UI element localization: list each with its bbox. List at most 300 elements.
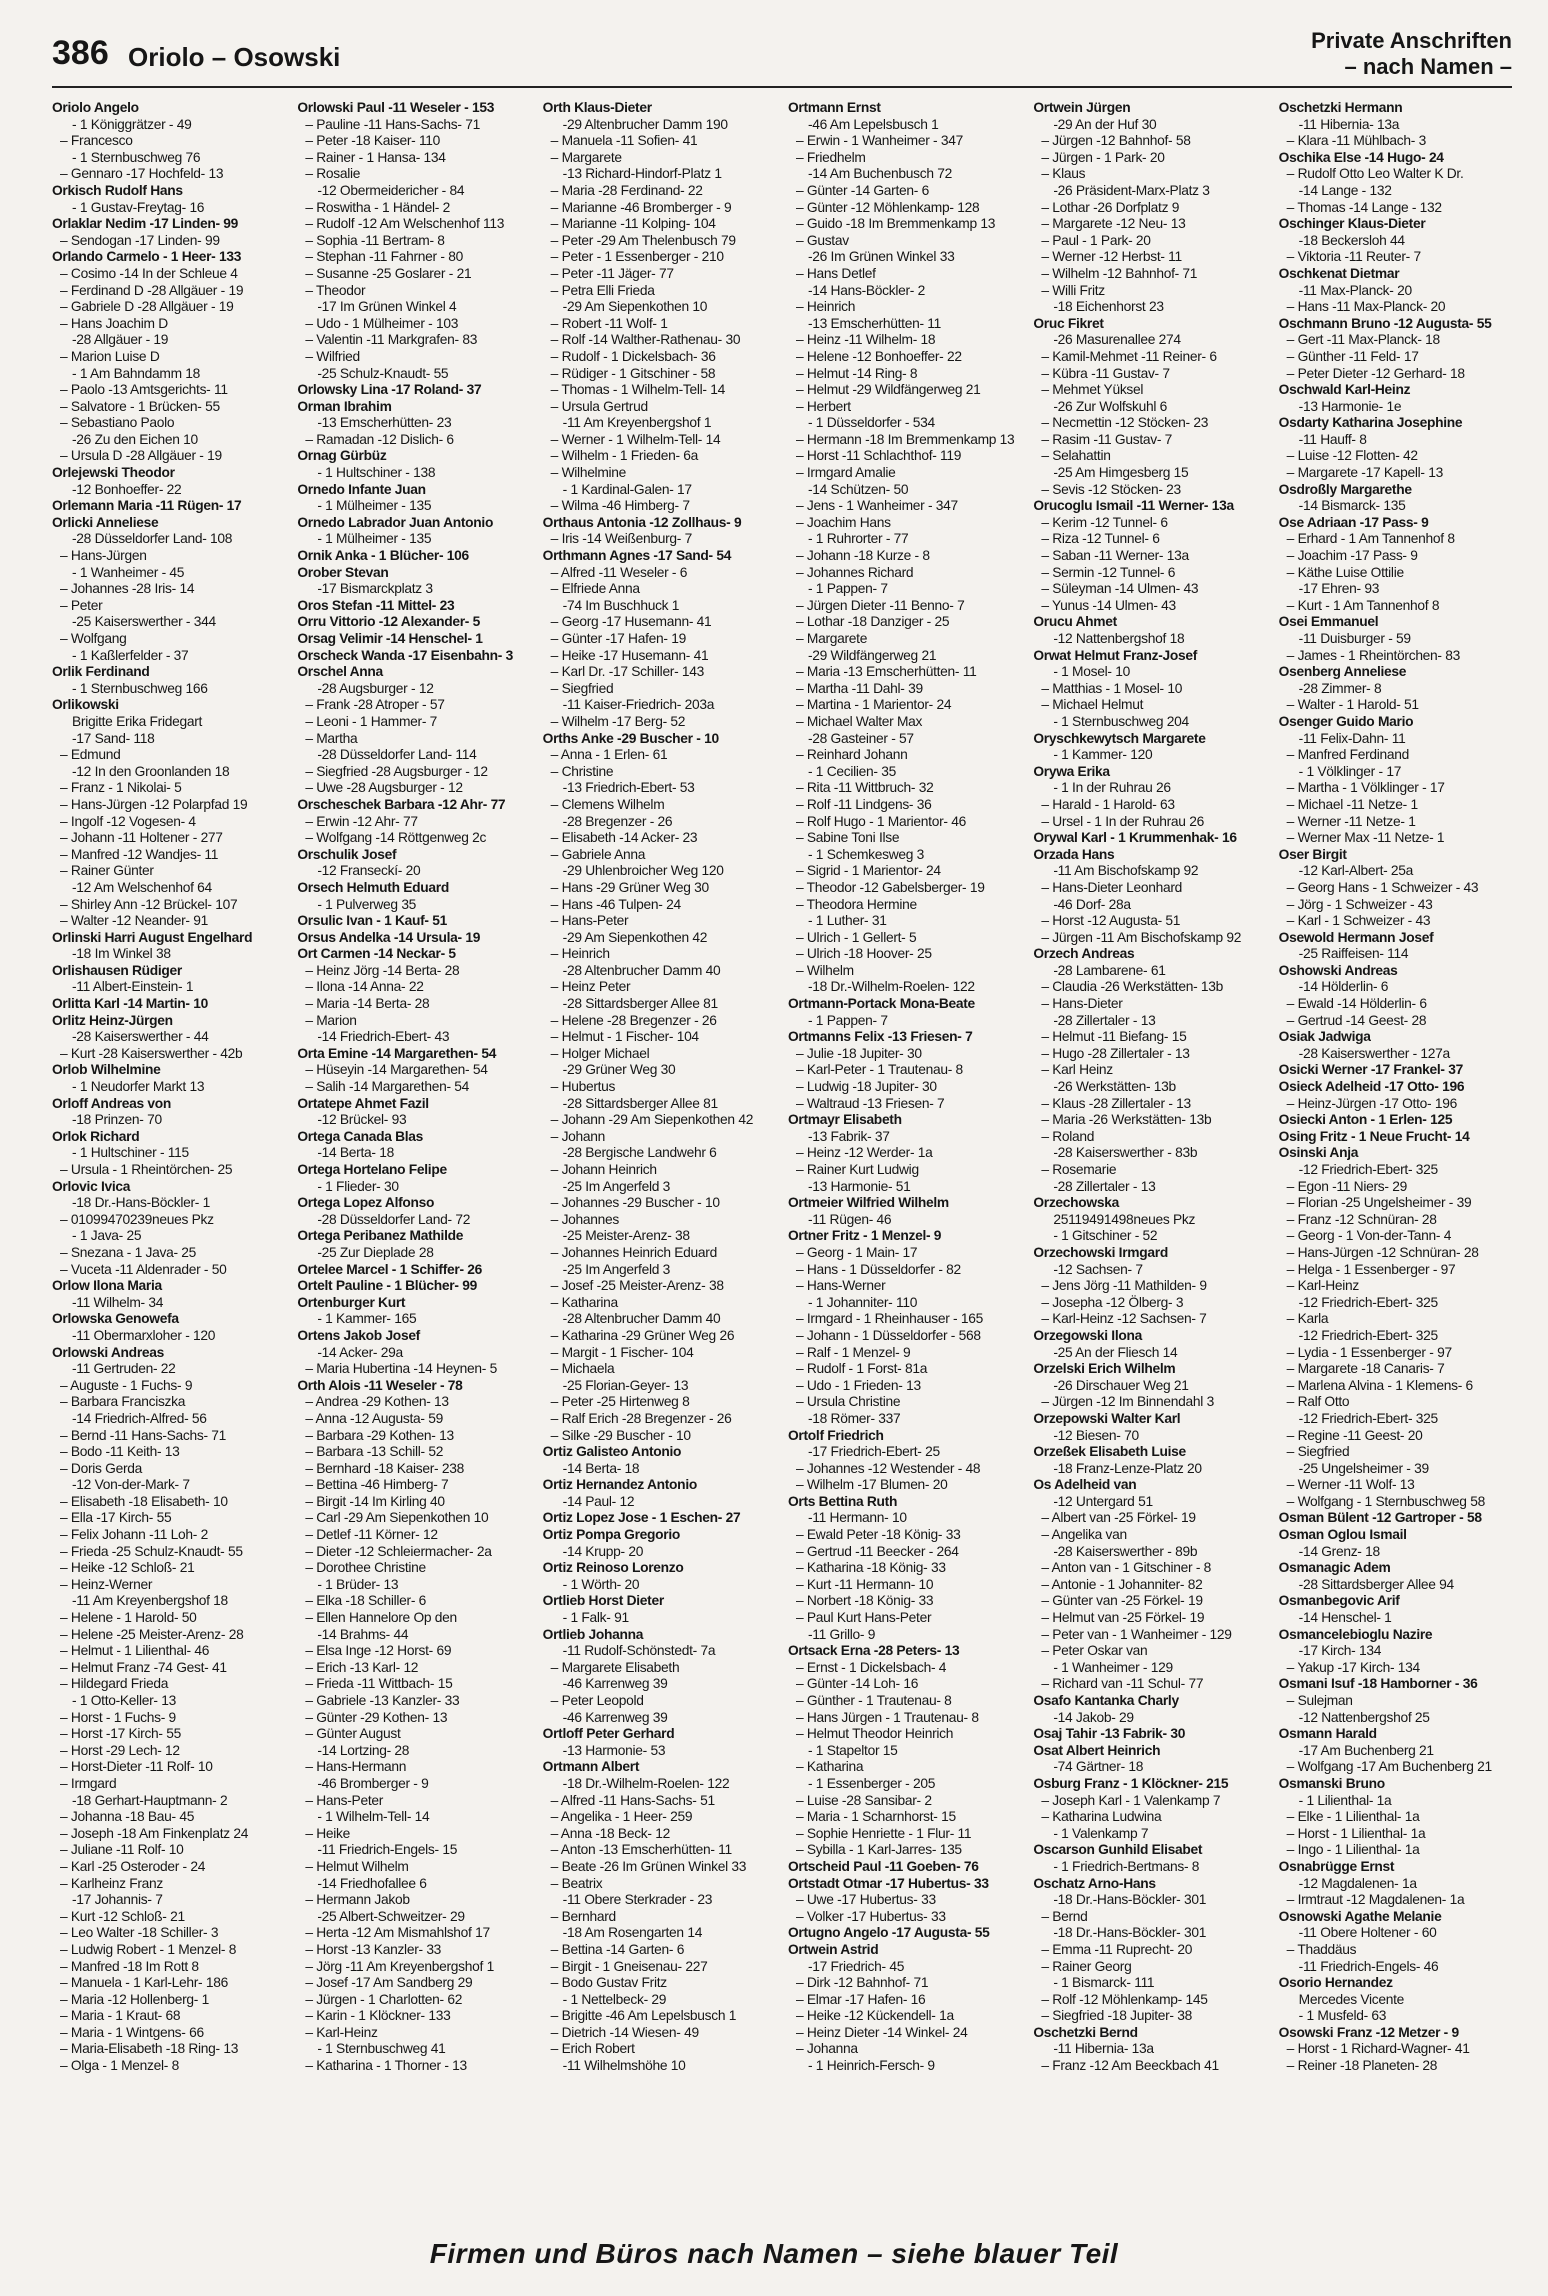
directory-entry-line: -26 Masurenallee 274 [1053, 332, 1181, 348]
directory-entry-line: -28 Altenbrucher Damm 40 [562, 962, 721, 978]
directory-entry-line: – Jürgen - 1 Park- 20 [1041, 149, 1165, 165]
directory-entry-line: – Karl-Peter - 1 Trautenau- 8 [795, 1062, 963, 1078]
directory-entry-line: - 1 Brüder- 13 [317, 1576, 399, 1592]
directory-entry-line: – Kübra -11 Gustav- 7 [1041, 365, 1170, 381]
directory-entry-surname: Oriolo Angelo [52, 100, 139, 115]
directory-entry-line: -12 Bonhoeffer- 22 [72, 481, 182, 497]
directory-entry-surname: Ortega Peribanez Mathilde [297, 1228, 464, 1244]
directory-entry-line: -14 Am Buchenbusch 72 [807, 166, 953, 182]
directory-entry-surname: Ortugno Angelo -17 Augusta- 55 [787, 1925, 990, 1941]
directory-entry-line: -11 Gertruden- 22 [72, 1361, 176, 1377]
directory-entry-line: - 1 Pappen- 7 [807, 581, 888, 597]
directory-entry-line: -14 Friedrich-Ebert- 43 [317, 1029, 450, 1045]
directory-entry-line: – Werner -11 Netze- 1 [1286, 813, 1416, 829]
directory-entry-line: – Heinz-Jürgen -17 Otto- 196 [1286, 1095, 1457, 1111]
directory-entry-line: – Günter -14 Garten- 6 [795, 182, 929, 198]
directory-entry-surname: Oschetzki Hermann [1278, 100, 1403, 115]
directory-entry-surname: Orlovic Ivica [52, 1178, 131, 1194]
directory-entry-line: – Ferdinand D -28 Allgäuer - 19 [60, 282, 244, 298]
directory-entry-line: – Shirley Ann -12 Brückel- 107 [60, 896, 238, 912]
directory-entry-line: – Wolfgang -17 Am Buchenberg 21 [1286, 1759, 1492, 1775]
directory-entry-line: – Horst -13 Kanzler- 33 [305, 1941, 442, 1957]
directory-entry-line: -25 Kaiserswerther - 344 [72, 614, 216, 630]
directory-entry-surname: Ortlieb Horst Dieter [542, 1593, 664, 1609]
directory-entry-line: – Peter Leopold [550, 1693, 644, 1708]
directory-entry-line: -11 Am Bischofskamp 92 [1053, 863, 1199, 879]
directory-entry-line: – Heinz -11 Wilhelm- 18 [795, 332, 936, 348]
directory-entry-line: – Günter -17 Hafen- 19 [550, 631, 686, 646]
directory-entry-line: – Anna -12 Augusta- 59 [305, 1410, 443, 1426]
directory-entry-line: - 1 Hultschiner - 138 [317, 465, 436, 481]
directory-entry-line: – Günther -11 Feld- 17 [1286, 348, 1419, 364]
directory-entry-line: – Pauline -11 Hans-Sachs- 71 [305, 116, 480, 132]
directory-entry-line: -46 Dorf- 28a [1053, 896, 1131, 912]
directory-entry-line: -11 Hibernia- 13a [1053, 2041, 1154, 2057]
directory-entry-line: -13 Harmonie- 1e [1298, 398, 1402, 414]
directory-entry-line: – Margarete -18 Canaris- 7 [1286, 1361, 1445, 1377]
directory-entry-surname: Osman Oglou Ismail [1278, 1527, 1407, 1543]
directory-entry-line: – Karl-Heinz [305, 2024, 378, 2040]
directory-entry-line: – Jürgen -12 Bahnhof- 58 [1041, 133, 1191, 149]
directory-entry-line: – Holger Michael [550, 1045, 650, 1061]
directory-entry-line: - 1 Otto-Keller- 13 [72, 1693, 176, 1708]
directory-entry-surname: Orwat Helmut Franz-Josef [1033, 647, 1198, 663]
directory-entry-line: -14 Hölderlin- 6 [1298, 979, 1389, 995]
directory-entry-line: – Heike -12 Kückendell- 1a [795, 2008, 954, 2024]
directory-entry-line: – Julie -18 Jupiter- 30 [795, 1045, 922, 1061]
directory-entry-line: -26 Präsident-Marx-Platz 3 [1053, 182, 1210, 198]
directory-entry-line: -11 Obermarxloher - 120 [72, 1327, 216, 1343]
directory-entry-line: - 1 Kammer- 120 [1053, 747, 1153, 763]
directory-entry-line: – Georg - 1 Von-der-Tann- 4 [1286, 1228, 1452, 1244]
directory-entry-line: – Hüseyin -14 Margarethen- 54 [305, 1062, 488, 1078]
directory-entry-line: -28 Sittardsberger Allee 81 [562, 1095, 718, 1111]
directory-entry-line: -11 Wilhelmshöhe 10 [562, 2058, 686, 2074]
directory-entry-line: -17 Kirch- 134 [1298, 1643, 1382, 1659]
directory-entry-line: – Kamil-Mehmet -11 Reiner- 6 [1041, 348, 1217, 364]
directory-entry-line: – Sermin -12 Tunnel- 6 [1041, 564, 1176, 580]
directory-entry-surname: Orywa Erika [1033, 763, 1110, 779]
directory-entry-line: – Paolo -13 Amtsgerichts- 11 [60, 382, 228, 398]
directory-entry-line: – Vuceta -11 Aldenrader - 50 [60, 1261, 227, 1277]
directory-entry-surname: Orlok Richard [52, 1128, 140, 1144]
directory-entry-line: – Juliane -11 Rolf- 10 [60, 1842, 184, 1858]
directory-entry-surname: Ortmann Albert [542, 1759, 640, 1775]
directory-entry-line: – Katharina -29 Grüner Weg 26 [550, 1327, 735, 1343]
directory-entry-surname: Osat Albert Heinrich [1033, 1742, 1161, 1758]
directory-entry-line: – Katharina Ludwina [1041, 1809, 1162, 1825]
directory-entry-line: – Peter - 1 Essenberger - 210 [550, 249, 724, 265]
directory-entry-surname: Ortiz Pompa Gregorio [542, 1527, 681, 1543]
directory-entry-line: -11 Hibernia- 13a [1298, 116, 1400, 132]
directory-entry-line: – Süleyman -14 Ulmen- 43 [1041, 581, 1199, 597]
directory-entry-line: – Hermann -18 Im Bremmenkamp 13 [795, 431, 1015, 447]
directory-entry-line: – Luise -12 Flotten- 42 [1286, 448, 1418, 464]
directory-entry-line: – Kurt -28 Kaiserswerther - 42b [60, 1045, 243, 1061]
directory-entry-line: -25 Raiffeisen- 114 [1298, 946, 1409, 962]
directory-entry-line: – Norbert -18 König- 33 [795, 1593, 934, 1609]
directory-entry-line: – Maria - 1 Wintgens- 66 [60, 2024, 204, 2040]
directory-entry-surname: Orths Anke -29 Buscher - 10 [542, 730, 719, 746]
directory-entry-line: – Helene -25 Meister-Arenz- 28 [60, 1626, 244, 1642]
directory-entry-line: – Sendogan -17 Linden- 99 [60, 232, 220, 248]
directory-entry-line: – Erich -13 Karl- 12 [305, 1659, 419, 1675]
directory-entry-surname: Orlowski Paul -11 Weseler - 153 [297, 100, 495, 115]
directory-entry-line: -12 Am Welschenhof 64 [72, 879, 212, 895]
directory-entry-line: – Ewald -14 Hölderlin- 6 [1286, 996, 1427, 1012]
directory-entry-surname: Ortmann Ernst [787, 100, 881, 115]
directory-entry-line: -46 Bromberger - 9 [317, 1775, 429, 1791]
directory-entry-line: – Rolf -14 Walther-Rathenau- 30 [550, 332, 741, 348]
directory-entry-line: -14 Bismarck- 135 [1298, 498, 1406, 514]
directory-entry-line: – Johann - 1 Düsseldorfer - 568 [795, 1327, 981, 1343]
directory-entry-line: -28 Düsseldorfer Land- 108 [72, 531, 233, 547]
directory-entry-line: – Bettina -14 Garten- 6 [550, 1941, 685, 1957]
directory-entry-line: – Joachim Hans [795, 514, 891, 530]
directory-entry-line: – Katharina [795, 1759, 864, 1775]
directory-entry-surname: Oser Birgit [1278, 846, 1347, 862]
directory-entry-line: -12 Karl-Albert- 25a [1298, 863, 1414, 879]
directory-entry-line: – Peter Dieter -12 Gerhard- 18 [1286, 365, 1465, 381]
directory-entry-line: – Franz -12 Am Beeckbach 41 [1041, 2058, 1219, 2074]
directory-entry-line: - 1 Pulverweg 35 [317, 896, 417, 912]
directory-entry-line: – Ludwig Robert - 1 Menzel- 8 [60, 1941, 237, 1957]
directory-entry-line: – Emma -11 Ruprecht- 20 [1041, 1941, 1193, 1957]
directory-entry-line: – Hildegard Frieda [60, 1676, 169, 1692]
directory-entry-line: – Guido -18 Im Bremmenkamp 13 [795, 216, 996, 232]
directory-entry-line: – Ursula - 1 Rheintörchen- 25 [60, 1162, 233, 1177]
directory-entry-surname: Osnowski Agathe Melanie [1278, 1908, 1442, 1924]
directory-entry-line: – Lydia - 1 Essenberger - 97 [1286, 1344, 1452, 1360]
directory-entry-line: – Wilhelmine [550, 465, 627, 481]
directory-entry-line: -28 Augsburger - 12 [317, 680, 434, 696]
directory-entry-line: – Matthias - 1 Mosel- 10 [1041, 680, 1183, 696]
directory-entry-surname: Orscheck Wanda -17 Eisenbahn- 3 [297, 647, 513, 663]
directory-entry-line: – Johanna -18 Bau- 45 [60, 1809, 195, 1825]
directory-entry-line: – Thomas -14 Lange - 132 [1286, 199, 1442, 215]
directory-entry-line: – Sebastiano Paolo [60, 415, 175, 431]
directory-entry-line: – Karin - 1 Klöckner- 133 [305, 2008, 451, 2024]
directory-entry-line: – Helmut Franz -74 Gest- 41 [60, 1659, 227, 1675]
directory-entry-line: -14 Berta- 18 [562, 1460, 640, 1476]
directory-entry-surname: Osei Emmanuel [1278, 614, 1379, 630]
directory-entry-line: -11 Friedrich-Engels- 46 [1298, 1958, 1439, 1974]
directory-entry-line: – Wolfgang [60, 631, 127, 646]
directory-entry-line: – Irmgard - 1 Rheinhauser - 165 [795, 1311, 984, 1327]
directory-entry-line: – Ursula Gertrud [550, 398, 648, 414]
directory-entry-line: – Karl - 1 Schweizer - 43 [1286, 913, 1431, 929]
directory-entry-line: – Johannes -29 Buscher - 10 [550, 1195, 720, 1211]
directory-entry-line: – Antonie - 1 Johanniter- 82 [1041, 1576, 1203, 1592]
directory-entry-line: – Hans -46 Tulpen- 24 [550, 896, 681, 912]
directory-entry-line: – Manuela - 1 Karl-Lehr- 186 [60, 1975, 228, 1991]
directory-entry-line: -12 Biesen- 70 [1053, 1427, 1139, 1443]
directory-entry-line: -14 Henschel- 1 [1298, 1610, 1392, 1626]
directory-entry-line: – Dietrich -14 Wiesen- 49 [550, 2024, 699, 2040]
directory-entry-line: – Rasim -11 Gustav- 7 [1041, 431, 1173, 447]
directory-entry-line: -12 Obermeidericher - 84 [317, 182, 465, 198]
directory-entry-surname: Orts Bettina Ruth [787, 1493, 898, 1509]
directory-entry-line: -11 Am Kreyenbergshof 1 [562, 415, 712, 431]
directory-entry-line: -25 Florian-Geyer- 13 [562, 1377, 689, 1393]
directory-entry-line: – Jens Jörg -11 Mathilden- 9 [1041, 1278, 1207, 1294]
directory-entry-surname: Oryschkewytsch Margarete [1033, 730, 1206, 746]
directory-entry-line: -29 Am Siepenkothen 10 [562, 299, 708, 315]
directory-entry-line: – Jörg - 1 Schweizer - 43 [1286, 896, 1433, 912]
directory-entry-line: – Helmut Theodor Heinrich [795, 1726, 954, 1742]
directory-entry-line: – Manfred -12 Wandjes- 11 [60, 846, 219, 862]
directory-entry-line: - 1 Gustav-Freytag- 16 [72, 199, 205, 215]
directory-entry-line: – Michaela [550, 1361, 615, 1377]
directory-entry-line: – Angelika van [1041, 1527, 1127, 1543]
directory-entry-line: – Lothar -18 Danziger - 25 [795, 614, 950, 630]
directory-entry-line: – Silke -29 Buscher - 10 [550, 1427, 691, 1443]
directory-entry-line: – Joseph -18 Am Finkenplatz 24 [60, 1825, 249, 1841]
directory-entry-surname: Osenberg Anneliese [1278, 664, 1407, 680]
directory-entry-line: – Bernd [1041, 1908, 1088, 1924]
directory-entry-surname: Oschmann Bruno -12 Augusta- 55 [1278, 315, 1492, 331]
directory-entry-line: – Egon -11 Niers- 29 [1286, 1178, 1407, 1194]
directory-entry-line: – Alfred -11 Hans-Sachs- 51 [550, 1792, 715, 1808]
directory-entry-surname: Ort Carmen -14 Neckar- 5 [297, 946, 456, 962]
directory-entry-line: – Helene -28 Bregenzer - 26 [550, 1012, 717, 1028]
directory-entry-surname: Orlowsky Lina -17 Roland- 37 [297, 382, 482, 398]
directory-entry-line: -11 Rügen- 46 [807, 1211, 892, 1227]
directory-entry-line: – Jürgen -12 Im Binnendahl 3 [1041, 1394, 1214, 1410]
directory-entry-line: – Siegfried [1286, 1444, 1350, 1460]
directory-entry-line: – Birgit -14 Im Kirling 40 [305, 1493, 445, 1509]
directory-entry-surname: Osmanbegovic Arif [1278, 1593, 1400, 1609]
directory-entry-surname: Orzepowski Walter Karl [1033, 1410, 1181, 1426]
directory-entry-line: – Paul - 1 Park- 20 [1041, 232, 1151, 248]
directory-entry-line: -14 Brahms- 44 [317, 1626, 409, 1642]
directory-entry-line: – Josef -17 Am Sandberg 29 [305, 1975, 473, 1991]
directory-entry-line: -28 Zillertaler - 13 [1053, 1012, 1156, 1028]
directory-entry-line: – Karl Heinz [1041, 1062, 1113, 1078]
directory-entry-line: -14 Grenz- 18 [1298, 1543, 1380, 1559]
directory-entry-line: – Jürgen - 1 Charlotten- 62 [305, 1991, 463, 2007]
directory-entry-line: -14 Hans-Böckler- 2 [807, 282, 925, 298]
directory-entry-surname: Ortega Hortelano Felipe [297, 1162, 447, 1177]
directory-entry-surname: Osdarty Katharina Josephine [1278, 415, 1463, 431]
directory-entry-line: -11 Obere Sterkrader - 23 [562, 1892, 713, 1908]
directory-entry-line: – Uwe -28 Augsburger - 12 [305, 780, 463, 796]
directory-entry-line: -14 Friedrich-Alfred- 56 [72, 1410, 207, 1426]
directory-entry-surname: Osdroßly Margarethe [1278, 481, 1412, 497]
directory-column-2 [297, 100, 530, 2228]
directory-entry-surname: Ortatepe Ahmet Fazil [297, 1095, 429, 1111]
directory-entry-line: – Martina - 1 Marientor- 24 [795, 697, 952, 713]
directory-entry-surname: Orru Vittorio -12 Alexander- 5 [297, 614, 481, 630]
directory-entry-line: – Maria -12 Hollenberg- 1 [60, 1991, 209, 2007]
directory-entry-line: – Gert -11 Max-Planck- 18 [1286, 332, 1440, 348]
directory-entry-surname: Osmancelebioglu Nazire [1278, 1626, 1433, 1642]
directory-entry-surname: Orywal Karl - 1 Krummenhak- 16 [1033, 830, 1237, 846]
directory-entry-line: – Heinrich [550, 946, 610, 962]
directory-entry-line: – Günter -29 Kothen- 13 [305, 1709, 448, 1725]
directory-entry-line: -12 Friedrich-Ebert- 325 [1298, 1410, 1438, 1426]
directory-entry-line: – Uwe -17 Hubertus- 33 [795, 1892, 936, 1908]
directory-column-6 [1279, 100, 1512, 2228]
directory-entry-line: – Walter - 1 Harold- 51 [1286, 697, 1419, 713]
directory-entry-surname: Orlikowski [52, 697, 119, 713]
directory-entry-surname: Osaj Tahir -13 Fabrik- 30 [1033, 1726, 1186, 1742]
directory-entry-surname: Osewold Hermann Josef [1278, 929, 1434, 945]
directory-entry-line: -13 Harmonie- 51 [807, 1178, 911, 1194]
directory-entry-line: – Frieda -11 Wittbach- 15 [305, 1676, 453, 1692]
directory-entry-line: – Dieter -12 Schleiermacher- 2a [305, 1543, 492, 1559]
directory-entry-line: – Ella -17 Kirch- 55 [60, 1510, 172, 1526]
directory-entry-surname: Osiecki Anton - 1 Erlen- 125 [1278, 1112, 1453, 1128]
directory-entry-line: -25 Im Angerfeld 3 [562, 1178, 670, 1194]
directory-entry-line: – Klaus -28 Zillertaler - 13 [1041, 1095, 1191, 1111]
directory-entry-line: – Petra Elli Frieda [550, 282, 655, 298]
directory-entry-line: – Heinz Jörg -14 Berta- 28 [305, 962, 460, 978]
directory-entry-line: -13 Fabrik- 37 [807, 1128, 890, 1144]
directory-entry-line: -12 Untergard 51 [1053, 1493, 1153, 1509]
directory-entry-line: – Werner -11 Wolf- 13 [1286, 1477, 1415, 1493]
directory-entry-line: – Herta -12 Am Mismahlshof 17 [305, 1925, 490, 1941]
directory-entry-surname: Ortstadt Otmar -17 Hubertus- 33 [787, 1875, 989, 1891]
directory-entry-surname: Orsus Andelka -14 Ursula- 19 [297, 929, 481, 945]
directory-entry-surname: Orscheschek Barbara -12 Ahr- 77 [297, 796, 506, 812]
directory-entry-surname: Orth Klaus-Dieter [542, 100, 652, 115]
directory-entry-line: – Horst -29 Lech- 12 [60, 1742, 180, 1758]
directory-entry-line: – Gennaro -17 Hochfeld- 13 [60, 166, 224, 182]
directory-entry-line: – Ulrich - 1 Gellert- 5 [795, 929, 917, 945]
directory-entry-line: -14 Paul- 12 [562, 1493, 635, 1509]
directory-entry-line: – Luise -28 Sansibar- 2 [795, 1792, 932, 1808]
directory-entry-line: – Michael Helmut [1041, 697, 1144, 713]
directory-entry-surname: Orzeßek Elisabeth Luise [1033, 1444, 1186, 1460]
directory-entry-line: -28 Zillertaler - 13 [1053, 1178, 1156, 1194]
directory-entry-line: – Brigitte -46 Am Lepelsbusch 1 [550, 2008, 737, 2024]
directory-entry-surname: Ornedo Infante Juan [297, 481, 426, 497]
directory-entry-surname: Orzech Andreas [1033, 946, 1135, 962]
directory-entry-line: – Waltraud -13 Friesen- 7 [795, 1095, 945, 1111]
directory-entry-line: -18 Dr.-Wilhelm-Roelen- 122 [807, 979, 975, 995]
directory-entry-line: – Hans-Dieter [1041, 996, 1123, 1012]
directory-entry-line: – Manuela -11 Sofien- 41 [550, 133, 698, 149]
directory-entry-line: – Jürgen -11 Am Bischofskamp 92 [1041, 929, 1242, 945]
directory-entry-line: – Bodo Gustav Fritz [550, 1975, 667, 1991]
directory-entry-line: – Beate -26 Im Grünen Winkel 33 [550, 1858, 747, 1874]
directory-entry-line: – Jens - 1 Wanheimer - 347 [795, 498, 958, 514]
directory-entry-surname: Orsag Velimir -14 Henschel- 1 [297, 631, 483, 646]
directory-entry-line: -12 Friedrich-Ebert- 325 [1298, 1294, 1438, 1310]
directory-entry-surname: Osorio Hernandez [1278, 1975, 1393, 1991]
directory-entry-line: -18 Dr.-Hans-Böckler- 1 [72, 1195, 211, 1211]
directory-entry-line: – Günter van -25 Förkel- 19 [1041, 1593, 1203, 1609]
directory-entry-line: – Horst - 1 Lilienthal- 1a [1286, 1825, 1426, 1841]
directory-entry-line: – Ramadan -12 Dislich- 6 [305, 431, 454, 447]
directory-entry-line: – Edmund [60, 747, 121, 763]
directory-entry-line: -28 Sittardsberger Allee 81 [562, 996, 718, 1012]
directory-entry-line: – Werner -12 Herbst- 11 [1041, 249, 1182, 265]
directory-entry-surname: Ortner Fritz - 1 Menzel- 9 [787, 1228, 942, 1244]
directory-entry-surname: Orzechowski Irmgard [1033, 1244, 1168, 1260]
directory-entry-line: – Peter van - 1 Wanheimer - 129 [1041, 1626, 1232, 1642]
directory-entry-line: – Sevis -12 Stöcken- 23 [1041, 481, 1181, 497]
directory-entry-line: – Ingo - 1 Lilienthal- 1a [1286, 1842, 1420, 1858]
directory-entry-line: – 01099470239neues Pkz [60, 1211, 214, 1227]
directory-entry-line: -14 Friedhofallee 6 [317, 1875, 427, 1891]
directory-entry-surname: Ortenburger Kurt [297, 1294, 406, 1310]
directory-entry-line: – Maria Hubertina -14 Heynen- 5 [305, 1361, 497, 1377]
directory-entry-line: – Michael -11 Netze- 1 [1286, 796, 1418, 812]
directory-entry-line: – Cosimo -14 In der Schleue 4 [60, 265, 238, 281]
directory-entry-surname: Orloff Andreas von [52, 1095, 172, 1111]
directory-entry-line: – Hermann Jakob [305, 1892, 410, 1908]
directory-entry-line: 25119491498neues Pkz [1053, 1211, 1196, 1227]
directory-entry-surname: Orlitz Heinz-Jürgen [52, 1012, 173, 1028]
directory-entry-line: Brigitte Erika Fridegart [72, 713, 203, 729]
directory-entry-line: – Jörg -11 Am Kreyenbergshof 1 [305, 1958, 494, 1974]
directory-entry-surname: Oschatz Arno-Hans [1033, 1875, 1156, 1891]
directory-entry-line: -29 An der Huf 30 [1053, 116, 1157, 132]
directory-entry-line: – Marion Luise D [60, 348, 160, 364]
directory-entry-surname: Orzechowska [1033, 1195, 1119, 1211]
directory-entry-line: – Angelika - 1 Heer- 259 [550, 1809, 693, 1825]
directory-entry-surname: Ortiz Lopez Jose - 1 Eschen- 27 [542, 1510, 741, 1526]
directory-entry-line: – Snezana - 1 Java- 25 [60, 1244, 197, 1260]
directory-entry-surname: Oschkenat Dietmar [1278, 265, 1400, 281]
directory-entry-line: – Helmut van -25 Förkel- 19 [1041, 1610, 1205, 1626]
directory-entry-line: – Hubertus [550, 1079, 616, 1095]
directory-entry-surname: Oschika Else -14 Hugo- 24 [1278, 149, 1444, 165]
directory-entry-surname: Orlowska Genowefa [52, 1311, 179, 1327]
directory-entry-line: – Bernd -11 Hans-Sachs- 71 [60, 1427, 227, 1443]
directory-entry-surname: Ortiz Hernandez Antonio [542, 1477, 697, 1493]
directory-entry-line: -17 Johannis- 7 [72, 1892, 163, 1908]
directory-entry-line: – Udo - 1 Frieden- 13 [795, 1377, 921, 1393]
directory-entry-surname: Osmanski Bruno [1278, 1775, 1385, 1791]
directory-entry-line: – Siegfried -28 Augsburger - 12 [305, 763, 488, 779]
directory-entry-line: – Horst - 1 Richard-Wagner- 41 [1286, 2041, 1470, 2057]
directory-entry-line: -26 Werkstätten- 13b [1053, 1079, 1176, 1095]
directory-entry-line: – Detlef -11 Körner- 12 [305, 1527, 438, 1543]
directory-entry-line: – Elisabeth -18 Elisabeth- 10 [60, 1493, 228, 1509]
directory-entry-line: -12 Friedrich-Ebert- 325 [1298, 1162, 1438, 1177]
directory-entry-line: – Josepha -12 Ölberg- 3 [1041, 1294, 1184, 1310]
directory-entry-line: – Barbara -29 Kothen- 13 [305, 1427, 454, 1443]
directory-entry-line: -18 Franz-Lenze-Platz 20 [1053, 1460, 1202, 1476]
directory-entry-line: -29 Uhlenbroicher Weg 120 [562, 863, 724, 879]
directory-entry-line: – Heinz -12 Werder- 1a [795, 1145, 933, 1161]
directory-entry-line: -12 Nattenbergshof 18 [1053, 631, 1185, 646]
directory-entry-surname: Orlejewski Theodor [52, 465, 175, 481]
directory-entry-line: - 1 Sternbuschweg 204 [1053, 713, 1189, 729]
directory-entry-line: – Peter -25 Hirtenweg 8 [550, 1394, 690, 1410]
directory-entry-line: – Susanne -25 Goslarer - 21 [305, 265, 472, 281]
directory-entry-line: -11 Rudolf-Schönstedt- 7a [562, 1643, 716, 1659]
directory-column-4 [788, 100, 1021, 2228]
directory-entry-line: - 1 Friedrich-Bertmans- 8 [1053, 1858, 1200, 1874]
directory-entry-line: – Ralf Erich -28 Bregenzer - 26 [550, 1410, 732, 1426]
directory-entry-line: – Rolf -12 Möhlenkamp- 145 [1041, 1991, 1208, 2007]
directory-entry-line: – Peter Oskar van [1041, 1643, 1148, 1659]
directory-entry-line: – Hans Detlef [795, 265, 876, 281]
directory-entry-line: -28 Bergische Landwehr 6 [562, 1145, 717, 1161]
directory-entry-surname: Osafo Kantanka Charly [1033, 1693, 1179, 1708]
directory-entry-line: – Martha [305, 730, 358, 746]
directory-entry-surname: Osnabrügge Ernst [1278, 1858, 1395, 1874]
directory-entry-surname: Osing Fritz - 1 Neue Frucht- 14 [1278, 1128, 1470, 1144]
directory-entry-line: – Anna - 1 Erlen- 61 [550, 747, 668, 763]
directory-entry-line: -18 Römer- 337 [807, 1410, 901, 1426]
directory-entry-line: – Rita -11 Wittbruch- 32 [795, 780, 934, 796]
directory-entry-line: – Siegfried -18 Jupiter- 38 [1041, 2008, 1192, 2024]
